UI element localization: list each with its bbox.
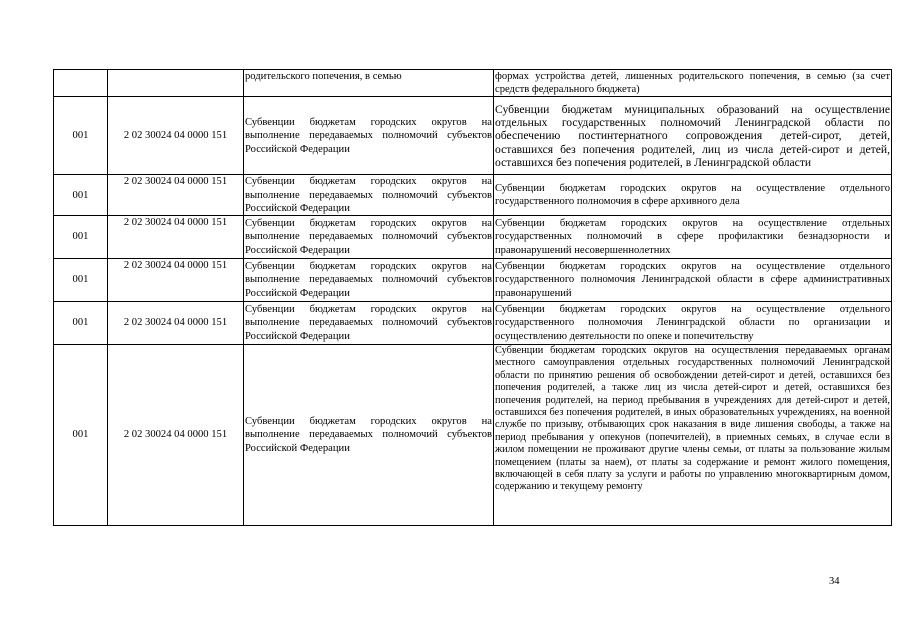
revenue-description-cell: Субвенции бюджетам городских округов на осуществление отдельных государственных полномочий в сфере профилактики безнадзорности и правонарушений несовершеннолетних xyxy=(494,216,892,259)
budget-classification-code-cell: 2 02 30024 04 0000 151 xyxy=(108,97,244,175)
revenue-description-cell: Субвенции бюджетам городских округов на осуществление отдельного государственного полномочия Ленинградской области по организации и осуществлению деятельности по опеке и попечительству xyxy=(494,302,892,345)
revenue-description-cell: формах устройства детей, лишенных родительского попечения, в семью (за счет средств федерального бюджета) xyxy=(495,71,890,96)
budget-classification-code-cell: 2 02 30024 04 0000 151 xyxy=(108,175,244,216)
revenue-name-cell: Субвенции бюджетам городских округов на выполнение передаваемых полномочий субъектов Российской Федерации xyxy=(244,302,494,345)
revenue-description-cell: Субвенции бюджетам муниципальных образований на осуществление отдельных государственных полномочий Ленинградской области по обеспечению постинтернатного сопровождения детей-сирот, детей, оставшихся без попечения родителей, лиц из числа детей-сирот и детей, оставшихся без попечения родителей, в Ленинградской области xyxy=(494,97,892,175)
admin-code-cell xyxy=(54,70,108,97)
admin-code-cell: 001 xyxy=(54,175,108,216)
table-row xyxy=(54,259,892,302)
admin-code-cell: 001 xyxy=(54,259,108,302)
budget-classification-code-cell: 2 02 30024 04 0000 151 xyxy=(108,216,244,259)
revenue-name-cell: Субвенции бюджетам городских округов на выполнение передаваемых полномочий субъектов Российской Федерации xyxy=(244,259,494,302)
revenue-description-cell: Субвенции бюджетам городских округов на осуществление отдельного государственного полномочия в сфере архивного дела xyxy=(494,175,892,216)
table-row xyxy=(54,216,892,259)
table-row xyxy=(54,70,892,97)
admin-code-cell: 001 xyxy=(54,345,108,526)
budget-revenue-table xyxy=(53,69,892,526)
admin-code-cell: 001 xyxy=(54,302,108,345)
table-row xyxy=(54,302,892,345)
table-row xyxy=(54,345,892,526)
revenue-description-cell: Субвенции бюджетам городских округов на осуществления передаваемых органам местного самоуправления отдельных государственных полномочий Ленинградской области по принятию решения об освобождении детей-сирот и детей, оставшихся без попечения родителей, а также лиц из числа детей-сирот и детей, оставшихся без попечения родителей, на период пребывания в учреждениях для детей-сирот и детей, оставшихся без попечения родителей, в иных образовательных учреждениях, на военной службе по призыву, отбывающих срок наказания в виде лишения свободы, а также на период пребывания у опекунов (попечителей), в приемных семьях, в случае если в жилом помещении не проживают другие члены семьи, от платы за пользование жилым помещением (платы за наем), от платы за содержание и ремонт жилого помещения, включающей в себя плату за услуги и работы по управлению многоквартирным домом, содержанию и текущему ремонту xyxy=(494,345,892,526)
budget-classification-code-cell: 2 02 30024 04 0000 151 xyxy=(108,302,244,345)
revenue-name-cell: Субвенции бюджетам городских округов на выполнение передаваемых полномочий субъектов Российской Федерации xyxy=(244,345,494,526)
revenue-name-cell: Субвенции бюджетам городских округов на выполнение передаваемых полномочий субъектов Российской Федерации xyxy=(244,216,494,259)
revenue-description-cell: Субвенции бюджетам городских округов на осуществление отдельного государственного полномочия Ленинградской области в сфере административных правонарушений xyxy=(494,259,892,302)
admin-code-cell: 001 xyxy=(54,216,108,259)
table-row xyxy=(54,175,892,216)
budget-classification-code-cell: 2 02 30024 04 0000 151 xyxy=(108,345,244,526)
admin-code-cell: 001 xyxy=(54,97,108,175)
budget-classification-code-cell xyxy=(108,70,244,97)
budget-classification-code-cell: 2 02 30024 04 0000 151 xyxy=(108,259,244,302)
table-row xyxy=(54,97,892,175)
revenue-name-cell: Субвенции бюджетам городских округов на выполнение передаваемых полномочий субъектов Российской Федерации xyxy=(245,176,492,214)
revenue-name-cell: Субвенции бюджетам городских округов на выполнение передаваемых полномочий субъектов Российской Федерации xyxy=(244,97,494,175)
page-number: 34 xyxy=(829,576,840,587)
revenue-name-cell: родительского попечения, в семью xyxy=(244,70,494,97)
